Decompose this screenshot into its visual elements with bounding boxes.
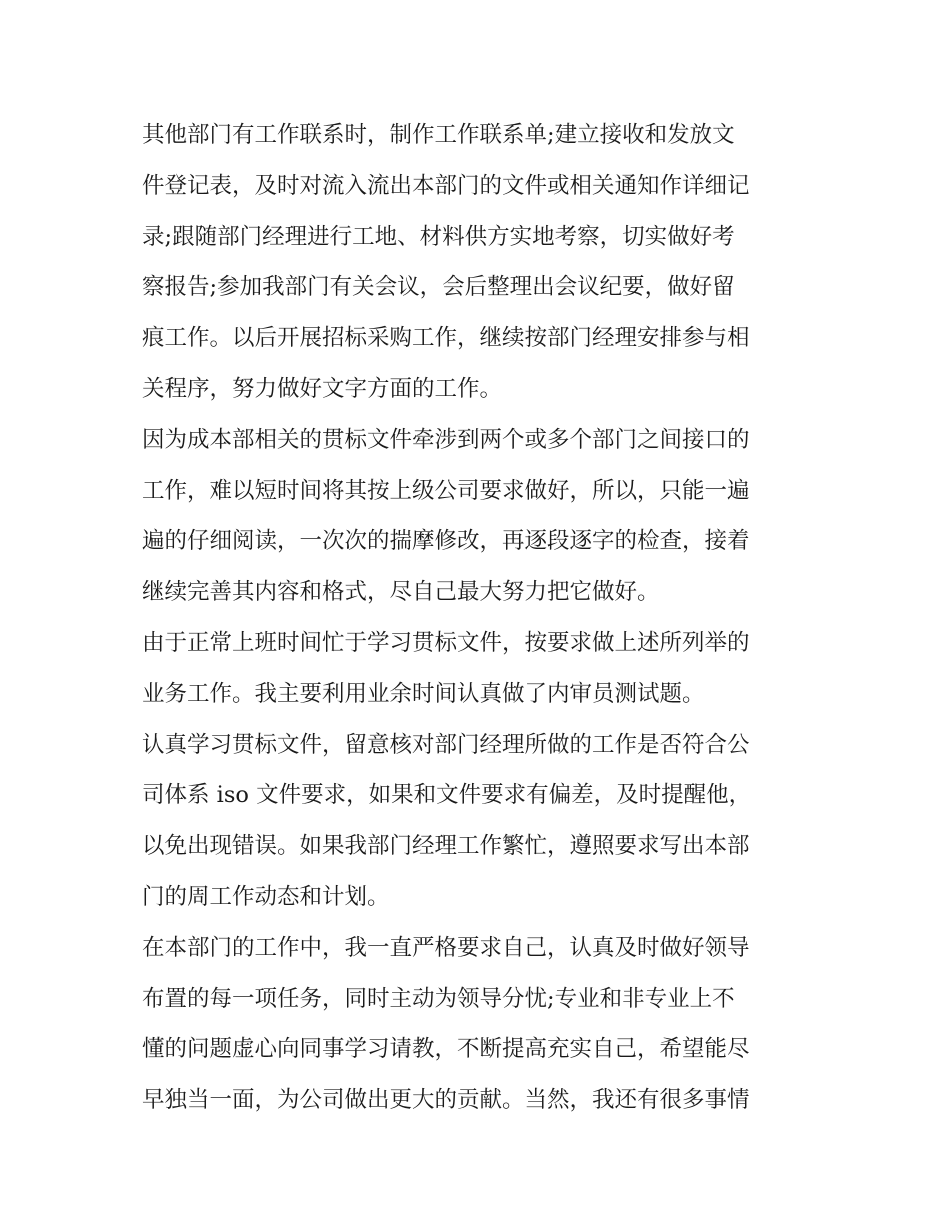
text-line: 遍的仔细阅读，一次次的揣摩修改，再逐段逐字的检查，接着	[142, 528, 750, 555]
document-body	[142, 110, 814, 1126]
text-line: 门的周工作动态和计划。	[142, 883, 390, 910]
text-line: 早独当一面，为公司做出更大的贡献。当然，我还有很多事情	[142, 1087, 750, 1114]
text-line: 关程序，努力做好文字方面的工作。	[142, 375, 503, 402]
text-line: 懂的问题虚心向同事学习请教，不断提高充实自己，希望能尽	[142, 1036, 750, 1063]
text-line: 继续完善其内容和格式，尽自己最大努力把它做好。	[142, 579, 660, 606]
text-line: 业务工作。我主要利用业余时间认真做了内审员测试题。	[142, 680, 705, 707]
text-line: 件登记表，及时对流入流出本部门的文件或相关通知作详细记	[142, 172, 750, 199]
text-line: 其他部门有工作联系时，制作工作联系单;建立接收和发放文	[142, 122, 735, 148]
text-line: 工作，难以短时间将其按上级公司要求做好，所以，只能一遍	[142, 477, 750, 504]
paragraph-1	[142, 110, 814, 415]
text-line: 认真学习贯标文件，留意核对部门经理所做的工作是否符合公	[142, 731, 750, 758]
text-line: 察报告;参加我部门有关会议，会后整理出会议纪要，做好留	[142, 274, 735, 301]
text-line: 录;跟随部门经理进行工地、材料供方实地考察，切实做好考	[142, 223, 735, 250]
text-line: 痕工作。以后开展招标采购工作，继续按部门经理安排参与相	[142, 325, 750, 352]
text-line: 司体系 iso 文件要求，如果和文件要求有偏差，及时提醒他，	[142, 782, 752, 809]
paragraph-3	[142, 618, 814, 720]
text-line: 因为成本部相关的贯标文件牵涉到两个或多个部门之间接口的	[142, 426, 750, 453]
text-line: 布置的每一项任务，同时主动为领导分忧;专业和非专业上不	[142, 985, 735, 1012]
text-line: 由于正常上班时间忙于学习贯标文件，按要求做上述所列举的	[142, 629, 750, 656]
paragraph-2	[142, 415, 814, 618]
paragraph-4	[142, 720, 814, 923]
text-line: 在本部门的工作中，我一直严格要求自己，认真及时做好领导	[142, 934, 750, 961]
text-line: 以免出现错误。如果我部门经理工作繁忙，遵照要求写出本部	[142, 833, 750, 860]
paragraph-5	[142, 923, 814, 1126]
